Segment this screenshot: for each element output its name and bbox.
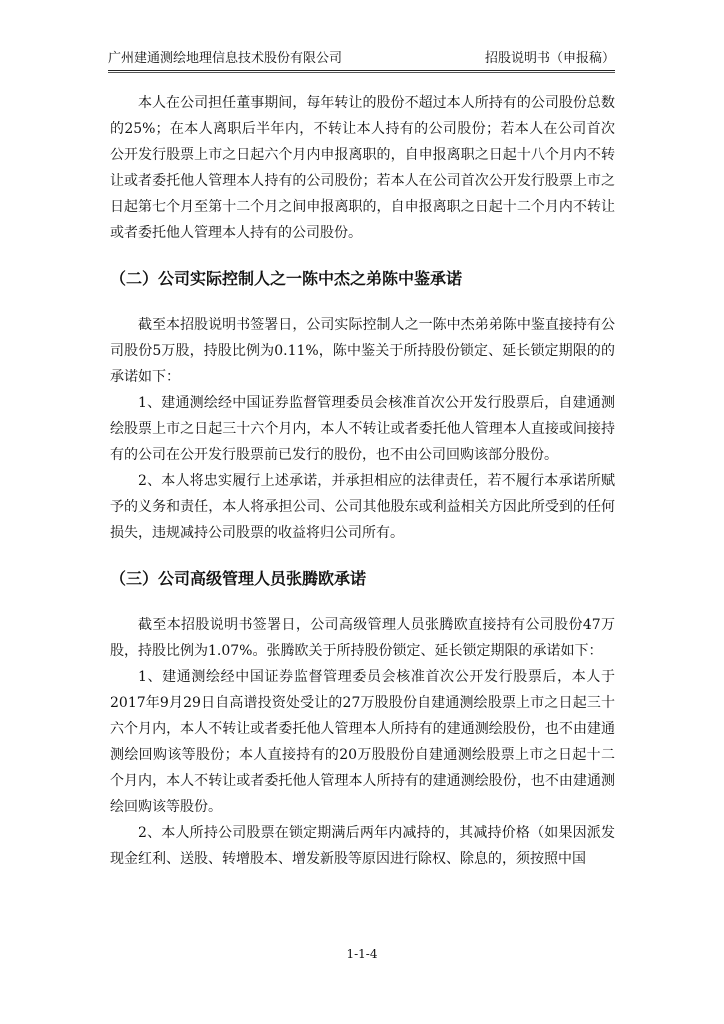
paragraph: 截至本招股说明书签署日，公司实际控制人之一陈中杰弟弟陈中鉴直接持有公司股份5万股，持股比例为0.11%，陈中鉴关于所持股份锁定、延长锁定期限的的承诺如下： (110, 317, 615, 385)
section-heading: （二）公司实际控制人之一陈中杰之弟陈中鉴承诺 (110, 269, 463, 288)
header-rule-thin (108, 72, 615, 73)
paragraph: 2、本人将忠实履行上述承诺，并承担相应的法律责任，若不履行本承诺所赋予的义务和责任，本人将承担公司、公司其他股东或利益相关方因此所受到的任何损失，违规减持公司股票的收益将归公司所有。 (110, 473, 615, 541)
header-rule (108, 70, 615, 71)
paragraph: 1、建通测绘经中国证券监督管理委员会核准首次公开发行股票后，自建通测绘股票上市之日起三十六个月内，本人不转让或者委托他人管理本人直接或间接持有的公司在公开发行股票前已发行的股份，也不由公司回购该部分股份。 (110, 395, 615, 463)
paragraph: 截至本招股说明书签署日，公司高级管理人员张腾欧直接持有公司股份47万股，持股比例为1.07%。张腾欧关于所持股份锁定、延长锁定期限的承诺如下： (110, 617, 615, 659)
paragraph: 2、本人所持公司股票在锁定期满后两年内减持的，其减持价格（如果因派发现金红利、送股、转增股本、增发新股等原因进行除权、除息的，须按照中国 (110, 825, 615, 867)
section-heading: （三）公司高级管理人员张腾欧承诺 (110, 569, 367, 588)
page-number: 1-1-4 (346, 947, 378, 961)
header-company-name: 广州建通测绘地理信息技术股份有限公司 (108, 51, 343, 66)
document-body (110, 90, 615, 872)
paragraph: 本人在公司担任董事期间，每年转让的股份不超过本人所持有的公司股份总数的25%；在本人离职后半年内，不转让本人持有的公司股份；若本人在公司首次公开发行股票上市之日起六个月内申报离职的，自申报离职之日起十八个月内不转让或者委托他人管理本人持有的公司股份；若本人在公司首次公开发行股票上市之日起第七个月至第十二个月之间申报离职的，自申报离职之日起十二个月内不转让或者委托他人管理本人持有的公司股份。 (110, 95, 615, 241)
paragraph: 1、建通测绘经中国证券监督管理委员会核准首次公开发行股票后，本人于2017年9月29日自高谱投资处受让的27万股股份自建通测绘股票上市之日起三十六个月内，本人不转让或者委托他人管理本人所持有的建通测绘股份，也不由建通测绘回购该等股份；本人直接持有的20万股股份自建通测绘股票上市之日起十二个月内，本人不转让或者委托他人管理本人所持有的建通测绘股份，也不由建通测绘回购该等股份。 (110, 669, 615, 815)
page-header (108, 49, 615, 71)
header-document-title: 招股说明书（申报稿） (484, 51, 615, 66)
